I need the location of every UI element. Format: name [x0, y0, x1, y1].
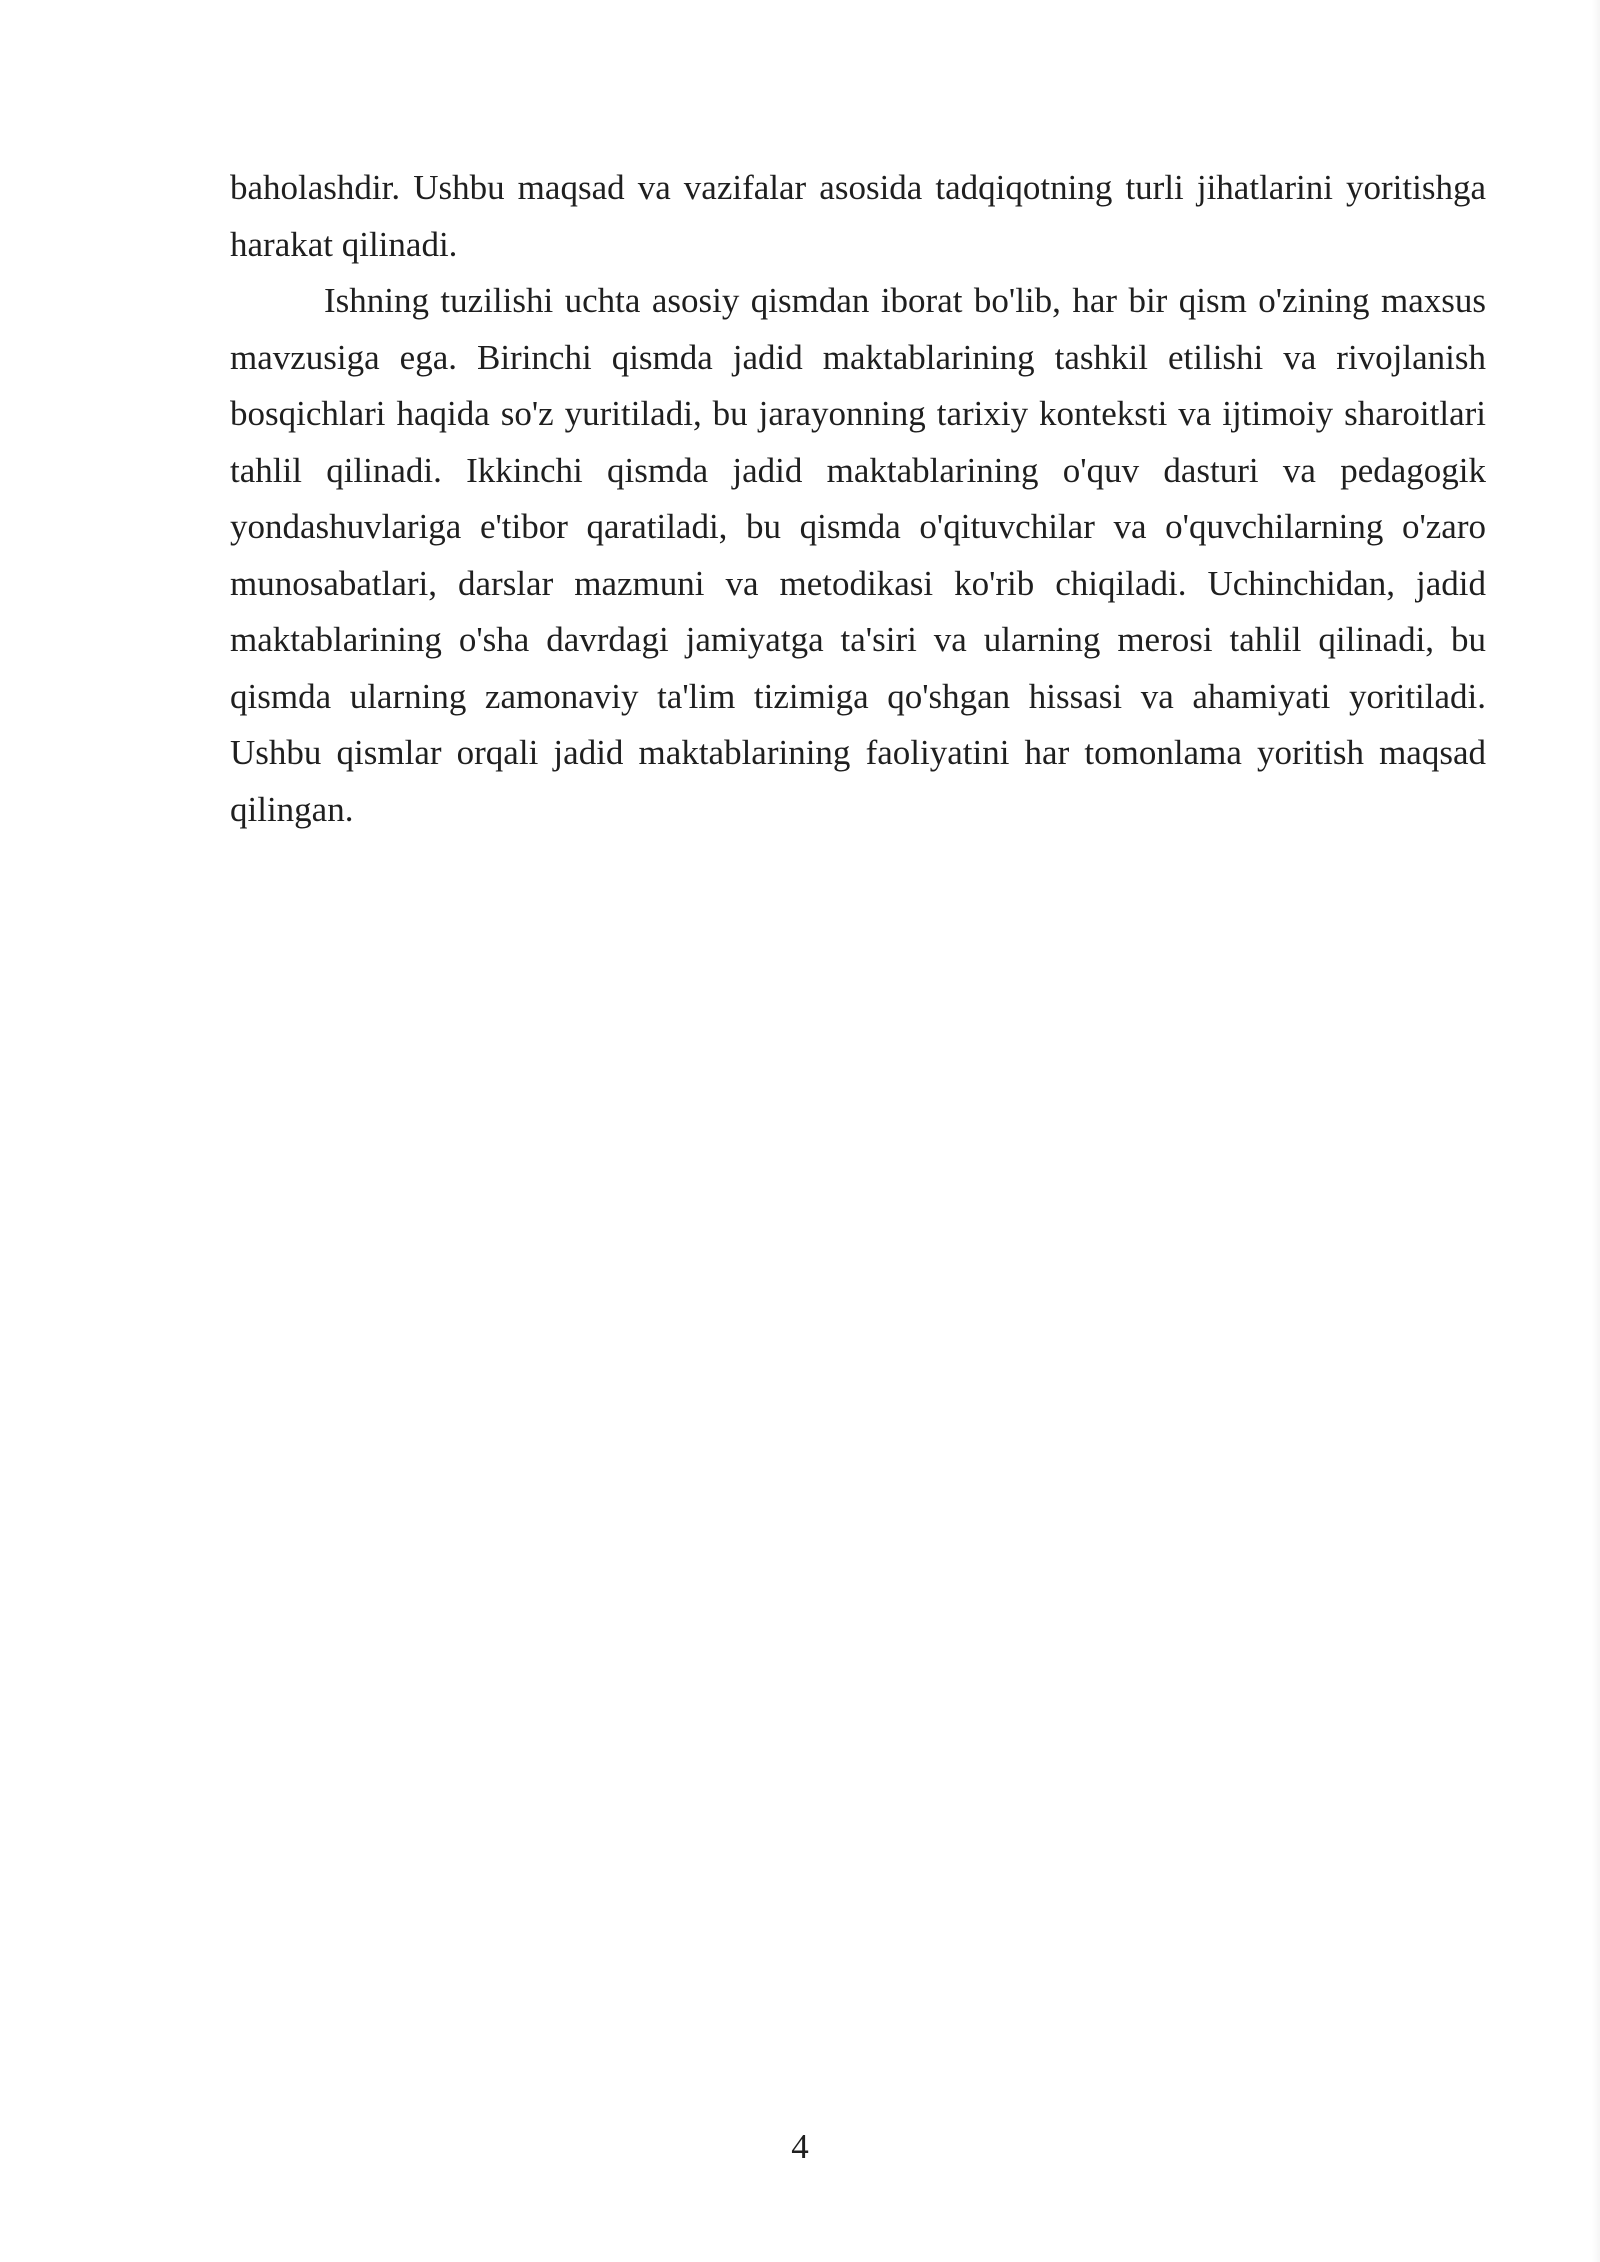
paragraph-structure: Ishning tuzilishi uchta asosiy qismdan iborat bo'lib, har bir qism o'zining maxsus mavzusiga ega. Birinchi qismda jadid maktablarining tashkil etilishi va rivojlanish bosqichlari haqida so'z yuritiladi, bu jarayonning tarixiy konteksti va ijtimoiy sharoitlari tahlil qilinadi. Ikkinchi qismda jadid maktablarining o'quv dasturi va pedagogik yondashuvlariga e'tibor qaratiladi, bu qismda o'qituvchilar va o'quvchilarning o'zaro munosabatlari, darslar mazmuni va metodikasi ko'rib chiqiladi. Uchinchidan, jadid maktablarining o'sha davrdagi jamiyatga ta'siri va ularning merosi tahlil qilinadi, bu qismda ularning zamonaviy ta'lim tizimiga qo'shgan hissasi va ahamiyati yoritiladi. Ushbu qismlar orqali jadid maktablarining faoliyatini har tomonlama yoritish maqsad qilingan.	[230, 281, 1486, 829]
page-number: 4	[791, 2127, 809, 2166]
paragraph-continuation: baholashdir. Ushbu maqsad va vazifalar asosida tadqiqotning turli jihatlarini yoritishga harakat qilinadi.	[230, 168, 1486, 264]
body-text	[230, 160, 1486, 838]
page-edge-shadow	[1592, 0, 1600, 2262]
